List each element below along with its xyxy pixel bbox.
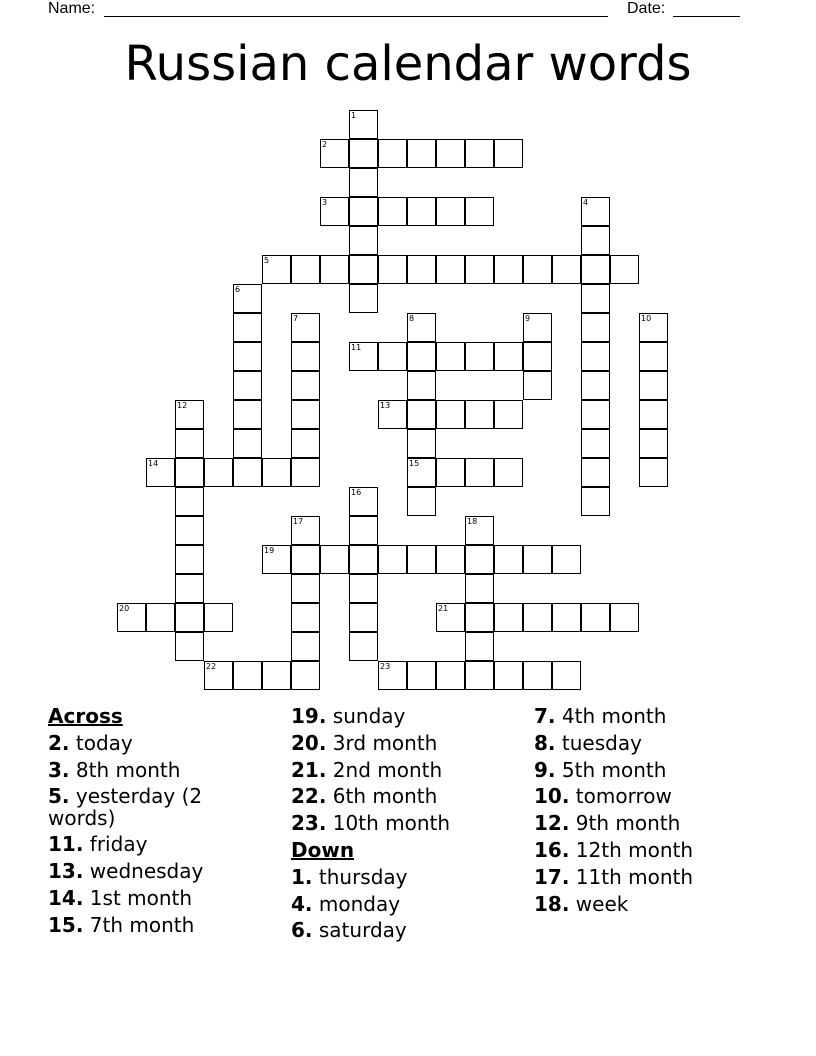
grid-cell[interactable] <box>204 661 233 690</box>
grid-cell[interactable] <box>233 400 262 429</box>
clue-across-11: 11. friday <box>48 832 148 857</box>
clue-column-1 <box>48 703 278 939</box>
grid-cell[interactable] <box>523 661 552 690</box>
clue-across-21: 21. 2nd month <box>291 757 443 782</box>
clue-across-19: 19. sunday <box>291 704 406 728</box>
grid-cell[interactable] <box>378 342 407 371</box>
grid-cell[interactable] <box>291 603 320 632</box>
grid-cell[interactable] <box>175 545 204 574</box>
grid-cell[interactable] <box>494 458 523 487</box>
clue-across-22: 22. 6th month <box>291 784 438 809</box>
grid-cell[interactable] <box>552 603 581 632</box>
grid-cell[interactable] <box>349 284 378 313</box>
grid-cell[interactable] <box>494 400 523 429</box>
grid-cell[interactable] <box>436 139 465 168</box>
grid-cell[interactable] <box>233 429 262 458</box>
grid-cell[interactable] <box>262 255 291 284</box>
grid-cell[interactable] <box>436 545 465 574</box>
grid-cell[interactable] <box>494 545 523 574</box>
clue-number: 18 <box>467 517 478 526</box>
grid-cell[interactable] <box>581 487 610 516</box>
grid-cell[interactable] <box>291 458 320 487</box>
grid-cell[interactable] <box>349 632 378 661</box>
date-label: Date: <box>627 0 666 17</box>
grid-cell[interactable] <box>349 197 378 226</box>
grid-cell[interactable] <box>581 284 610 313</box>
grid-cell[interactable] <box>175 429 204 458</box>
clue-down-1: 1. thursday <box>291 864 408 889</box>
clue-down-6: 6. saturday <box>291 918 407 943</box>
grid-cell[interactable] <box>175 574 204 603</box>
clue-number: 22 <box>206 662 217 671</box>
grid-cell[interactable] <box>407 458 436 487</box>
clue-down-7: 7. 4th month <box>534 704 667 728</box>
clue-column-3 <box>534 703 774 917</box>
grid-cell[interactable] <box>349 603 378 632</box>
page-title: Russian calendar words <box>124 36 692 92</box>
grid-cell[interactable] <box>233 313 262 342</box>
grid-cell[interactable] <box>175 487 204 516</box>
clue-column-2 <box>291 703 521 944</box>
grid-cell[interactable] <box>407 429 436 458</box>
grid-cell[interactable] <box>465 458 494 487</box>
clue-number: 15 <box>409 459 420 468</box>
clue-number: 8 <box>409 314 415 323</box>
clue-down-8: 8. tuesday <box>534 730 642 755</box>
grid-cell[interactable] <box>349 545 378 574</box>
grid-cell[interactable] <box>639 371 668 400</box>
grid-cell[interactable] <box>581 603 610 632</box>
grid-cell[interactable] <box>349 168 378 197</box>
grid-cell[interactable] <box>291 574 320 603</box>
name-label: Name: <box>48 0 96 17</box>
grid-cell[interactable] <box>320 139 349 168</box>
clue-number: 6 <box>235 285 241 294</box>
grid-cell[interactable] <box>291 545 320 574</box>
clue-number: 2 <box>322 140 328 149</box>
clue-number: 11 <box>351 343 362 352</box>
grid-cell[interactable] <box>581 255 610 284</box>
grid-cell[interactable] <box>581 226 610 255</box>
clue-number: 17 <box>293 517 304 526</box>
clue-across-14: 14. 1st month <box>48 885 193 910</box>
grid-cell[interactable] <box>146 458 175 487</box>
grid-cell[interactable] <box>378 400 407 429</box>
grid-cell[interactable] <box>552 545 581 574</box>
clue-number: 23 <box>380 662 391 671</box>
grid-cell[interactable] <box>320 255 349 284</box>
grid-cell[interactable] <box>349 574 378 603</box>
grid-cell[interactable] <box>233 661 262 690</box>
clue-down-18: 18. week <box>534 891 629 916</box>
grid-cell[interactable] <box>291 400 320 429</box>
clue-number: 1 <box>351 111 357 120</box>
clue-number: 16 <box>351 488 362 497</box>
clue-number: 12 <box>177 401 188 410</box>
grid-cell[interactable] <box>639 429 668 458</box>
down-heading: Down <box>291 837 355 862</box>
grid-cell[interactable] <box>291 516 320 545</box>
grid-cell[interactable] <box>262 545 291 574</box>
clue-number: 4 <box>583 198 589 207</box>
clue-across-5: 5. yesterday (2 words) <box>48 784 203 831</box>
clue-down-17: 17. 11th month <box>534 864 694 889</box>
grid-cell[interactable] <box>378 661 407 690</box>
grid-cell[interactable] <box>639 313 668 342</box>
grid-cell[interactable] <box>581 313 610 342</box>
grid-cell[interactable] <box>407 545 436 574</box>
clue-number: 14 <box>148 459 159 468</box>
clue-down-10: 10. tomorrow <box>534 784 672 809</box>
across-heading: Across <box>48 704 123 728</box>
grid-cell[interactable] <box>610 255 639 284</box>
grid-cell[interactable] <box>291 429 320 458</box>
grid-cell[interactable] <box>552 255 581 284</box>
grid-cell[interactable] <box>378 255 407 284</box>
grid-cell[interactable] <box>465 139 494 168</box>
grid-cell[interactable] <box>204 458 233 487</box>
grid-cell[interactable] <box>581 429 610 458</box>
grid-cell[interactable] <box>581 458 610 487</box>
grid-cell[interactable] <box>204 603 233 632</box>
grid-cell[interactable] <box>233 284 262 313</box>
grid-cell[interactable] <box>523 342 552 371</box>
grid-cell[interactable] <box>407 197 436 226</box>
grid-cell[interactable] <box>436 342 465 371</box>
grid-cell[interactable] <box>494 139 523 168</box>
grid-cell[interactable] <box>465 632 494 661</box>
grid-cell[interactable] <box>465 197 494 226</box>
grid-cell[interactable] <box>465 516 494 545</box>
grid-cell[interactable] <box>320 197 349 226</box>
grid-cell[interactable] <box>465 574 494 603</box>
grid-cell[interactable] <box>639 458 668 487</box>
grid-cell[interactable] <box>349 226 378 255</box>
grid-cell[interactable] <box>436 458 465 487</box>
grid-cell[interactable] <box>523 371 552 400</box>
grid-cell[interactable] <box>465 661 494 690</box>
clue-across-15: 15. 7th month <box>48 912 195 937</box>
grid-cell[interactable] <box>465 400 494 429</box>
grid-cell[interactable] <box>407 661 436 690</box>
grid-cell[interactable] <box>291 371 320 400</box>
grid-cell[interactable] <box>552 661 581 690</box>
grid-cell[interactable] <box>407 371 436 400</box>
grid-cell[interactable] <box>320 545 349 574</box>
grid-cell[interactable] <box>233 371 262 400</box>
grid-cell[interactable] <box>610 603 639 632</box>
clue-number: 7 <box>293 314 299 323</box>
clue-across-3: 3. 8th month <box>48 757 181 782</box>
grid-cell[interactable] <box>407 342 436 371</box>
grid-cell[interactable] <box>291 255 320 284</box>
grid-cell[interactable] <box>117 603 146 632</box>
clue-number: 13 <box>380 401 391 410</box>
grid-cell[interactable] <box>407 255 436 284</box>
grid-cell[interactable] <box>407 400 436 429</box>
clue-down-16: 16. 12th month <box>534 837 694 862</box>
grid-cell[interactable] <box>175 458 204 487</box>
grid-cell[interactable] <box>465 255 494 284</box>
clue-number: 20 <box>119 604 130 613</box>
grid-cell[interactable] <box>291 313 320 342</box>
grid-cell[interactable] <box>494 661 523 690</box>
clue-across-20: 20. 3rd month <box>291 730 438 755</box>
grid-cell[interactable] <box>349 255 378 284</box>
grid-cell[interactable] <box>465 342 494 371</box>
grid-cell[interactable] <box>581 371 610 400</box>
grid-cell[interactable] <box>378 139 407 168</box>
name-field[interactable] <box>104 16 608 17</box>
grid-cell[interactable] <box>175 632 204 661</box>
grid-cell[interactable] <box>436 255 465 284</box>
grid-cell[interactable] <box>436 603 465 632</box>
grid-cell[interactable] <box>523 255 552 284</box>
grid-cell[interactable] <box>291 342 320 371</box>
grid-cell[interactable] <box>262 458 291 487</box>
clue-across-23: 23. 10th month <box>291 811 451 836</box>
clue-number: 3 <box>322 198 328 207</box>
grid-cell[interactable] <box>407 487 436 516</box>
grid-cell[interactable] <box>494 342 523 371</box>
grid-cell[interactable] <box>349 139 378 168</box>
grid-cell[interactable] <box>291 632 320 661</box>
clue-number: 21 <box>438 604 449 613</box>
grid-cell[interactable] <box>523 603 552 632</box>
grid-cell[interactable] <box>523 313 552 342</box>
grid-cell[interactable] <box>349 516 378 545</box>
grid-cell[interactable] <box>581 400 610 429</box>
date-field[interactable] <box>673 16 740 17</box>
grid-cell[interactable] <box>349 342 378 371</box>
grid-cell[interactable] <box>639 342 668 371</box>
grid-cell[interactable] <box>146 603 175 632</box>
clue-number: 19 <box>264 546 275 555</box>
grid-cell[interactable] <box>175 603 204 632</box>
grid-cell[interactable] <box>349 487 378 516</box>
clue-down-12: 12. 9th month <box>534 811 681 836</box>
clue-across-13: 13. wednesday <box>48 859 204 884</box>
grid-cell[interactable] <box>494 603 523 632</box>
grid-cell[interactable] <box>494 255 523 284</box>
grid-cell[interactable] <box>175 516 204 545</box>
grid-cell[interactable] <box>175 400 204 429</box>
grid-cell[interactable] <box>233 342 262 371</box>
grid-cell[interactable] <box>407 139 436 168</box>
grid-cell[interactable] <box>436 400 465 429</box>
clue-number: 9 <box>525 314 531 323</box>
grid-cell[interactable] <box>639 400 668 429</box>
grid-cell[interactable] <box>407 313 436 342</box>
grid-cell[interactable] <box>465 603 494 632</box>
worksheet-header <box>0 0 816 22</box>
grid-cell[interactable] <box>436 661 465 690</box>
grid-cell[interactable] <box>523 545 552 574</box>
grid-cell[interactable] <box>436 197 465 226</box>
grid-cell[interactable] <box>233 458 262 487</box>
grid-cell[interactable] <box>378 545 407 574</box>
clue-number: 5 <box>264 256 270 265</box>
clue-number: 10 <box>641 314 652 323</box>
clue-down-9: 9. 5th month <box>534 757 667 782</box>
clue-down-4: 4. monday <box>291 891 401 916</box>
grid-cell[interactable] <box>291 661 320 690</box>
grid-cell[interactable] <box>349 110 378 139</box>
grid-cell[interactable] <box>465 545 494 574</box>
grid-cell[interactable] <box>581 342 610 371</box>
grid-cell[interactable] <box>262 661 291 690</box>
grid-cell[interactable] <box>378 197 407 226</box>
grid-cell[interactable] <box>581 197 610 226</box>
clue-across-2: 2. today <box>48 730 133 755</box>
